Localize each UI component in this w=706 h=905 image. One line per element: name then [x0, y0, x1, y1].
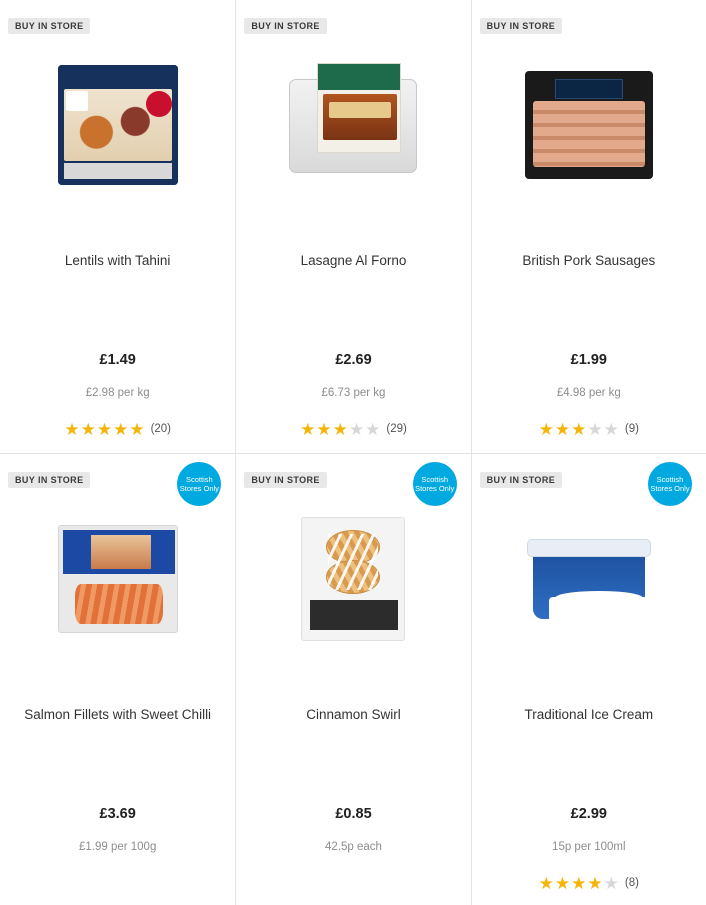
product-title[interactable]: Lentils with Tahini [64, 253, 171, 268]
product-image[interactable] [10, 30, 225, 220]
product-card[interactable] [0, 0, 235, 453]
product-rating[interactable] [539, 874, 639, 892]
product-rating[interactable] [64, 420, 171, 438]
scottish-line-1: Scottish [656, 474, 684, 484]
product-rating[interactable] [300, 420, 407, 438]
product-unit-price: £2.98 per kg [85, 387, 150, 399]
product-price: £1.99 [570, 352, 607, 368]
buy-in-store-badge: BUY IN STORE [480, 472, 562, 488]
product-unit-price: 15p per 100ml [552, 841, 626, 853]
star-icon: ★ [554, 419, 571, 439]
review-count: (20) [150, 423, 172, 435]
star-icon: ★ [538, 419, 554, 439]
scottish-line-1: Scottish [185, 474, 213, 484]
review-count: (8) [624, 877, 639, 889]
star-icon: ★ [603, 419, 619, 439]
star-icon: ★ [332, 419, 348, 439]
star-icon: ★ [96, 419, 113, 439]
star-icon: ★ [300, 419, 316, 439]
star-icon: ★ [538, 873, 554, 893]
scottish-stores-only-badge [177, 462, 221, 506]
scottish-line-2: Stores Only [650, 484, 690, 493]
product-unit-price: £4.98 per kg [556, 387, 621, 399]
lasagne-package-art [287, 59, 419, 191]
product-card[interactable] [0, 453, 235, 905]
product-image[interactable] [482, 30, 696, 220]
scottish-line-2: Stores Only [415, 484, 455, 493]
product-card[interactable] [235, 0, 470, 453]
star-icon: ★ [348, 419, 365, 439]
star-icon: ★ [571, 873, 587, 893]
lentils-package-art [52, 59, 184, 191]
product-price: £2.69 [335, 352, 372, 368]
star-icon: ★ [587, 873, 603, 893]
sausages-package-art [523, 59, 655, 191]
star-icon: ★ [554, 873, 571, 893]
product-card[interactable] [471, 0, 706, 453]
star-icon: ★ [64, 419, 80, 439]
buy-in-store-badge: BUY IN STORE [480, 18, 562, 34]
cinnamon-swirl-package-art [287, 513, 419, 645]
product-title[interactable]: British Pork Sausages [522, 253, 656, 268]
star-icon: ★ [113, 419, 129, 439]
scottish-line-2: Stores Only [179, 484, 219, 493]
review-count: (9) [624, 423, 639, 435]
product-image[interactable] [10, 484, 225, 674]
buy-in-store-badge: BUY IN STORE [244, 18, 326, 34]
product-image[interactable] [246, 30, 460, 220]
product-image[interactable] [482, 484, 696, 674]
salmon-package-art [52, 513, 184, 645]
star-icon: ★ [603, 873, 619, 893]
product-title[interactable]: Cinnamon Swirl [306, 707, 401, 722]
scottish-stores-only-badge [648, 462, 692, 506]
buy-in-store-badge: BUY IN STORE [244, 472, 326, 488]
product-title[interactable]: Lasagne Al Forno [300, 253, 407, 268]
product-unit-price: £6.73 per kg [321, 387, 386, 399]
scottish-line-1: Scottish [421, 474, 448, 484]
product-row-2 [0, 453, 706, 905]
product-price: £0.85 [335, 806, 372, 822]
product-image[interactable] [246, 484, 460, 674]
star-icon: ★ [316, 419, 332, 439]
buy-in-store-badge: BUY IN STORE [8, 18, 90, 34]
product-price: £2.99 [570, 806, 607, 822]
review-count: (29) [386, 423, 407, 435]
product-unit-price: £1.99 per 100g [78, 841, 157, 853]
product-unit-price: 42.5p each [325, 841, 382, 853]
star-icon: ★ [587, 419, 603, 439]
product-price: £3.69 [99, 806, 136, 822]
product-rating[interactable] [539, 420, 639, 438]
product-title[interactable]: Traditional Ice Cream [524, 707, 654, 722]
star-icon: ★ [365, 419, 381, 439]
product-card[interactable] [235, 453, 470, 905]
star-icon: ★ [129, 419, 145, 439]
product-card[interactable] [471, 453, 706, 905]
scottish-stores-only-badge [413, 462, 457, 506]
ice-cream-tub-art [523, 513, 655, 645]
star-icon: ★ [571, 419, 587, 439]
product-price: £1.49 [99, 352, 136, 368]
buy-in-store-badge: BUY IN STORE [8, 472, 90, 488]
product-title[interactable]: Salmon Fillets with Sweet Chilli [24, 707, 212, 722]
star-icon: ★ [80, 419, 96, 439]
